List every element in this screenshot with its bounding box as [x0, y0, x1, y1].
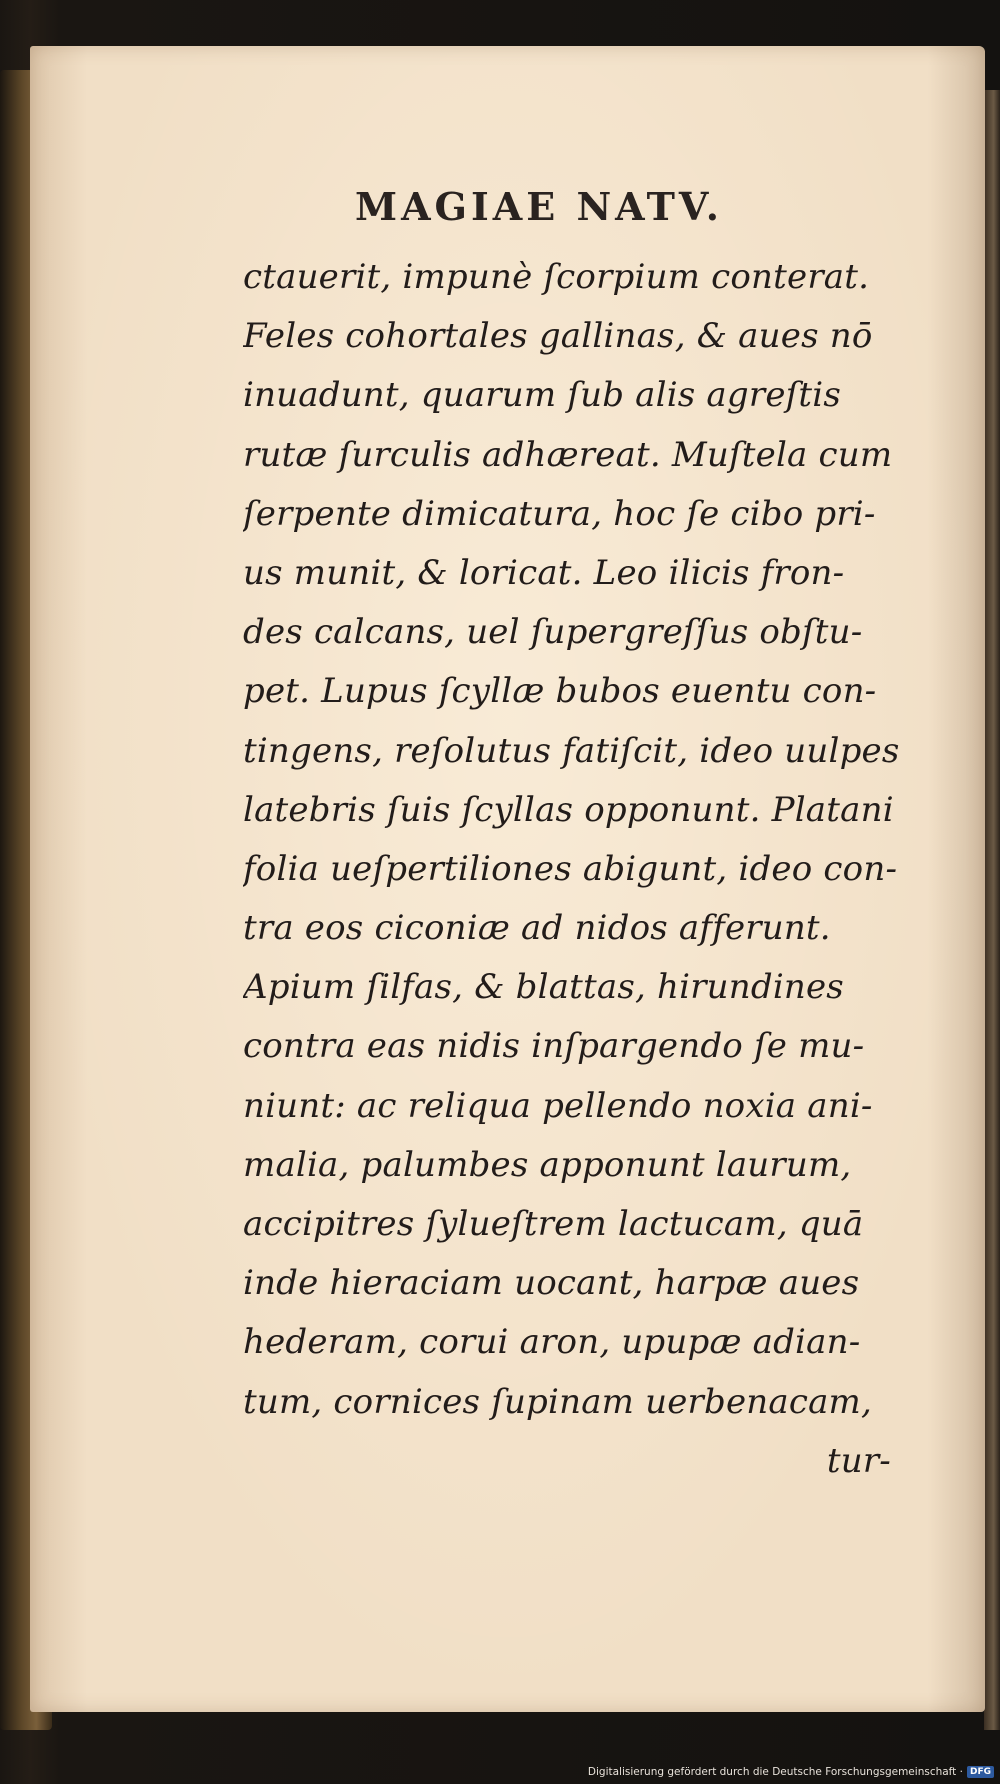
text-line: inuadunt, quarum ſub alis agreſtis — [243, 375, 842, 416]
text-line: pet. Lupus ſcyllæ bubos euentu con- — [243, 671, 877, 712]
credit-text: Digitalisierung gefördert durch die Deutsche Forschungsgemeinschaft · — [587, 1766, 963, 1778]
text-line: contra eas nidis inſpargendo ſe mu- — [243, 1026, 865, 1067]
text-line: tingens, reſolutus fatiſcit, ideo uulpes — [243, 730, 900, 771]
text-line: ctauerit, impunè ſcorpium conterat. — [243, 257, 870, 297]
running-head: MAGIAE NATV. — [355, 184, 723, 229]
text-line: malia, palumbes apponunt laurum, — [243, 1144, 852, 1185]
text-line: accipitres ſylueſtrem lactucam, quā — [243, 1204, 864, 1244]
dfg-logo: DFG — [967, 1766, 994, 1778]
text-line: folia ueſpertiliones abigunt, ideo con- — [243, 848, 898, 889]
text-line: tum, cornices ſupinam uerbenacam, — [243, 1381, 872, 1422]
text-line: rutæ ſurculis adhæreat. Muſtela cum — [243, 434, 893, 475]
text-line: hederam, corui aron, upupæ adian- — [243, 1322, 861, 1363]
text-line: tra eos ciconiæ ad nidos afferunt. — [243, 908, 831, 949]
text-line: Apium ſilfas, & blattas, hirundines — [243, 967, 844, 1008]
text-line: ſerpente dimicatura, hoc ſe cibo pri- — [243, 493, 876, 534]
text-line: Feles cohortales gallinas, & aues nō — [243, 316, 873, 357]
text-line: latebris ſuis ſcyllas opponunt. Platani — [243, 789, 894, 830]
page-stack-edge — [984, 90, 1000, 1730]
text-line: des calcans, uel ſupergreſſus obſtu- — [243, 612, 863, 653]
text-block — [243, 248, 903, 1491]
catchword: tur- — [826, 1440, 891, 1481]
text-line: niunt: ac reliqua pellendo noxia ani- — [243, 1085, 873, 1126]
digitization-credit — [588, 1766, 994, 1778]
text-line: us munit, & loricat. Leo ilicis fron- — [243, 552, 845, 593]
text-line: inde hieraciam uocant, harpæ aues — [243, 1263, 860, 1304]
